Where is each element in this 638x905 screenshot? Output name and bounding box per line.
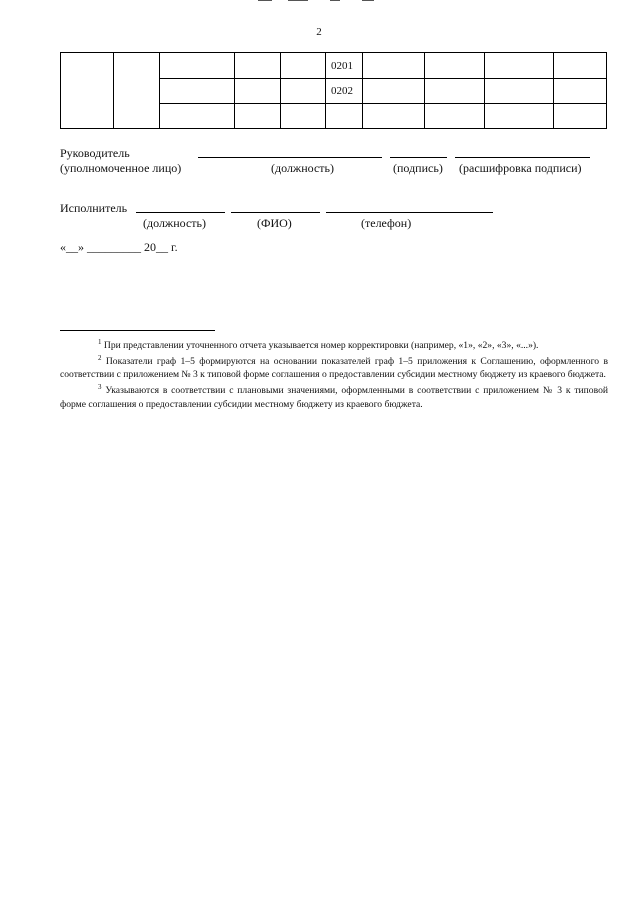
executor-position-line	[136, 212, 225, 213]
table-cell-merged	[61, 53, 114, 129]
position-caption: (должность)	[271, 161, 334, 175]
footnotes	[60, 336, 608, 411]
signature-line	[390, 157, 447, 158]
top-scan-marks	[258, 0, 378, 4]
row-code	[326, 104, 363, 129]
table-cell-merged	[114, 53, 160, 129]
footnote-separator	[60, 330, 215, 331]
executor-phone-caption: (телефон)	[361, 216, 412, 230]
head-label: Руководитель	[60, 146, 130, 160]
executor-phone-line	[326, 212, 493, 213]
row-code: 0201	[326, 53, 363, 79]
head-sublabel: (уполномоченное лицо)	[60, 161, 182, 175]
page-number: 2	[316, 26, 322, 38]
position-line	[198, 157, 382, 158]
executor-position-caption: (должность)	[143, 216, 206, 230]
decoding-line	[455, 157, 590, 158]
executor-label: Исполнитель	[60, 201, 128, 215]
signature-caption: (подпись)	[393, 161, 443, 175]
executor-name-line	[231, 212, 320, 213]
executor-name-caption: (ФИО)	[257, 216, 292, 230]
footnote: $^2$ Показатели граф 1–5 формируются на основании показателей граф 1–5 приложения к Соглашению, оформленного в соответствии с приложением № 3 к типовой форме соглашения о предоставлении субсидии местному бюджету из краевого бюджета.	[60, 354, 608, 381]
table-row	[61, 53, 607, 79]
row-code: 0202	[326, 79, 363, 104]
date-line: «__» _________ 20__ г.	[60, 240, 178, 254]
decoding-caption: (расшифровка подписи)	[459, 161, 582, 175]
footnote: $^3$ Указываются в соответствии с плановыми значениями, оформленными в соответствии с приложением № 3 к типовой форме соглашения о предоставлении субсидии местному бюджету из краевого бюджета.	[60, 383, 609, 410]
report-table	[60, 52, 607, 129]
footnote: $^1$ При представлении уточненного отчета указывается номер корректировки (например, «1», «2», «3», «...»).	[98, 338, 539, 352]
